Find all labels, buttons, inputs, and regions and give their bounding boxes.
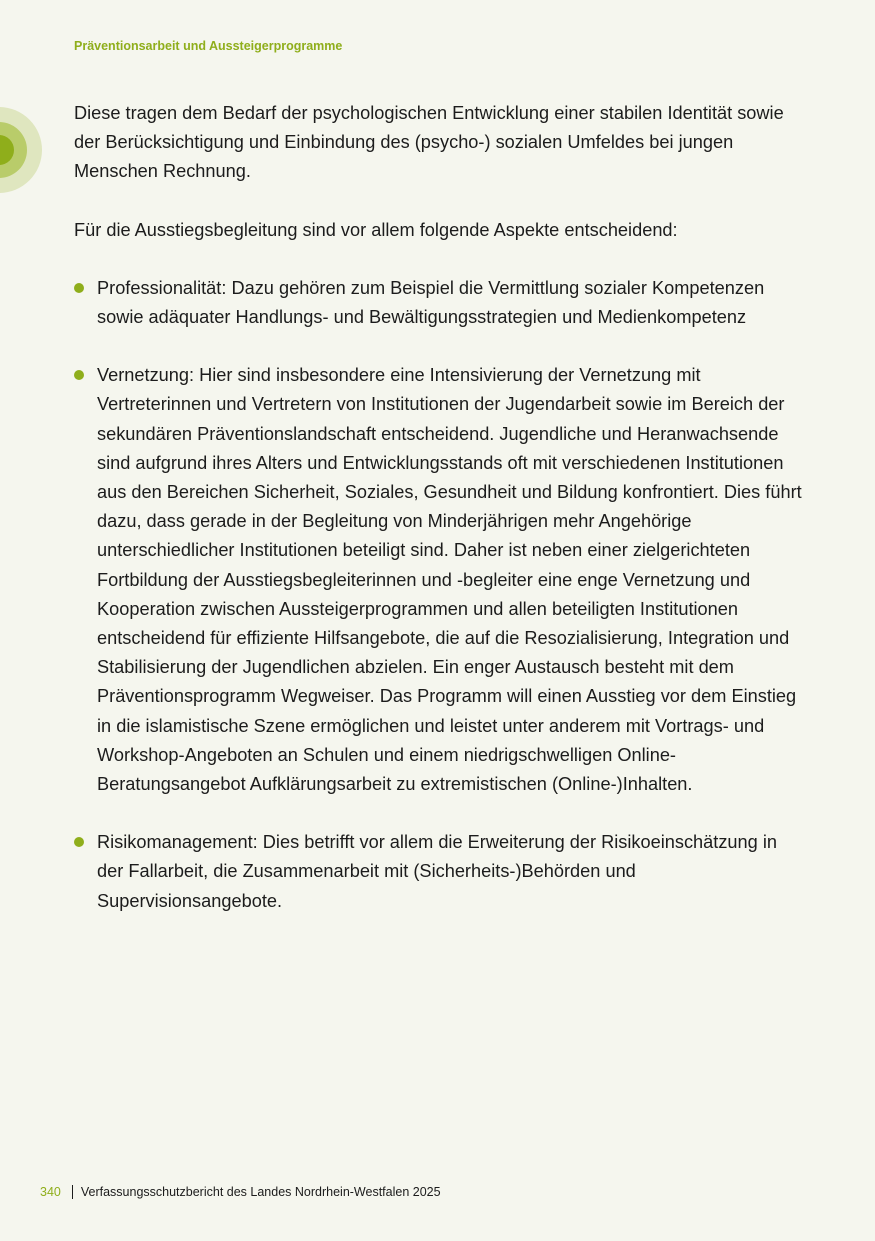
main-content: [74, 99, 804, 945]
list-item: [74, 274, 804, 332]
page-footer: [40, 1185, 441, 1199]
publication-title: Verfassungsschutzbericht des Landes Nordrhein-Westfalen 2025: [80, 1185, 441, 1199]
list-item-text: Vernetzung: Hier sind insbesondere eine Intensivierung der Vernetzung mit Vertreterinnen und Vertretern von Institutionen der Jugendarbeit sowie im Bereich der sekundären Präventionslandschaft entscheidend. Jugendliche und Heranwachsende sind aufgrund ihres Alters und Entwicklungsstands oft mit verschiedenen Institutionen aus den Bereichen Sicherheit, Soziales, Gesundheit und Bildung konfrontiert. Dies führt dazu, dass gerade in der Begleitung von Minderjährigen mehr Angehörige unterschiedlicher Institutionen beteiligt sind. Daher ist neben einer zielgerichteten Fortbildung der Ausstiegsbegleiterinnen und -begleiter eine enge Vernetzung und Kooperation zwischen Aussteigerprogrammen und allen beteiligten Institutionen entscheidend für effiziente Hilfsangebote, die auf die Resozialisierung, Integration und Stabilisierung der Jugendlichen abzielen. Ein enger Austausch besteht mit dem Präventionsprogramm Wegweiser. Das Programm will einen Ausstieg vor dem Einstieg in die islamistische Szene ermöglichen und leistet unter anderem mit Vortrags- und Workshop-Angeboten an Schulen und einem niedrigschwelligen Online-Beratungsangebot Aufklärungsarbeit zu extremistischen (Online-)Inhalten.: [97, 365, 802, 795]
bullet-dot-icon: [74, 837, 84, 847]
running-header: Präventionsarbeit und Aussteigerprogramme: [74, 39, 343, 53]
list-item: [74, 361, 804, 799]
bullet-dot-icon: [74, 283, 84, 293]
page-number: 340: [40, 1185, 61, 1199]
body-paragraph: Für die Ausstiegsbegleitung sind vor allem folgende Aspekte entscheidend:: [74, 219, 678, 240]
bullet-dot-icon: [74, 370, 84, 380]
aspects-list: [74, 274, 804, 916]
list-item-text: Risikomanagement: Dies betrifft vor allem die Erweiterung der Risikoeinschätzung in der Fallarbeit, die Zusammenarbeit mit (Sicherheits-)Behörden und Supervisionsangebote.: [97, 832, 777, 911]
body-paragraph: Diese tragen dem Bedarf der psychologischen Entwicklung einer stabilen Identität sowie der Berücksichtigung und Einbindung des (psycho-) sozialen Umfeldes bei jungen Menschen Rechnung.: [74, 103, 784, 182]
concentric-circles-decoration: [0, 107, 42, 193]
list-item: [74, 828, 804, 916]
list-item-text: Professionalität: Dazu gehören zum Beispiel die Vermittlung sozialer Kompetenzen sowie adäquater Handlungs- und Bewältigungsstrategien und Medienkompetenz: [97, 277, 765, 328]
footer-divider: [72, 1185, 73, 1199]
